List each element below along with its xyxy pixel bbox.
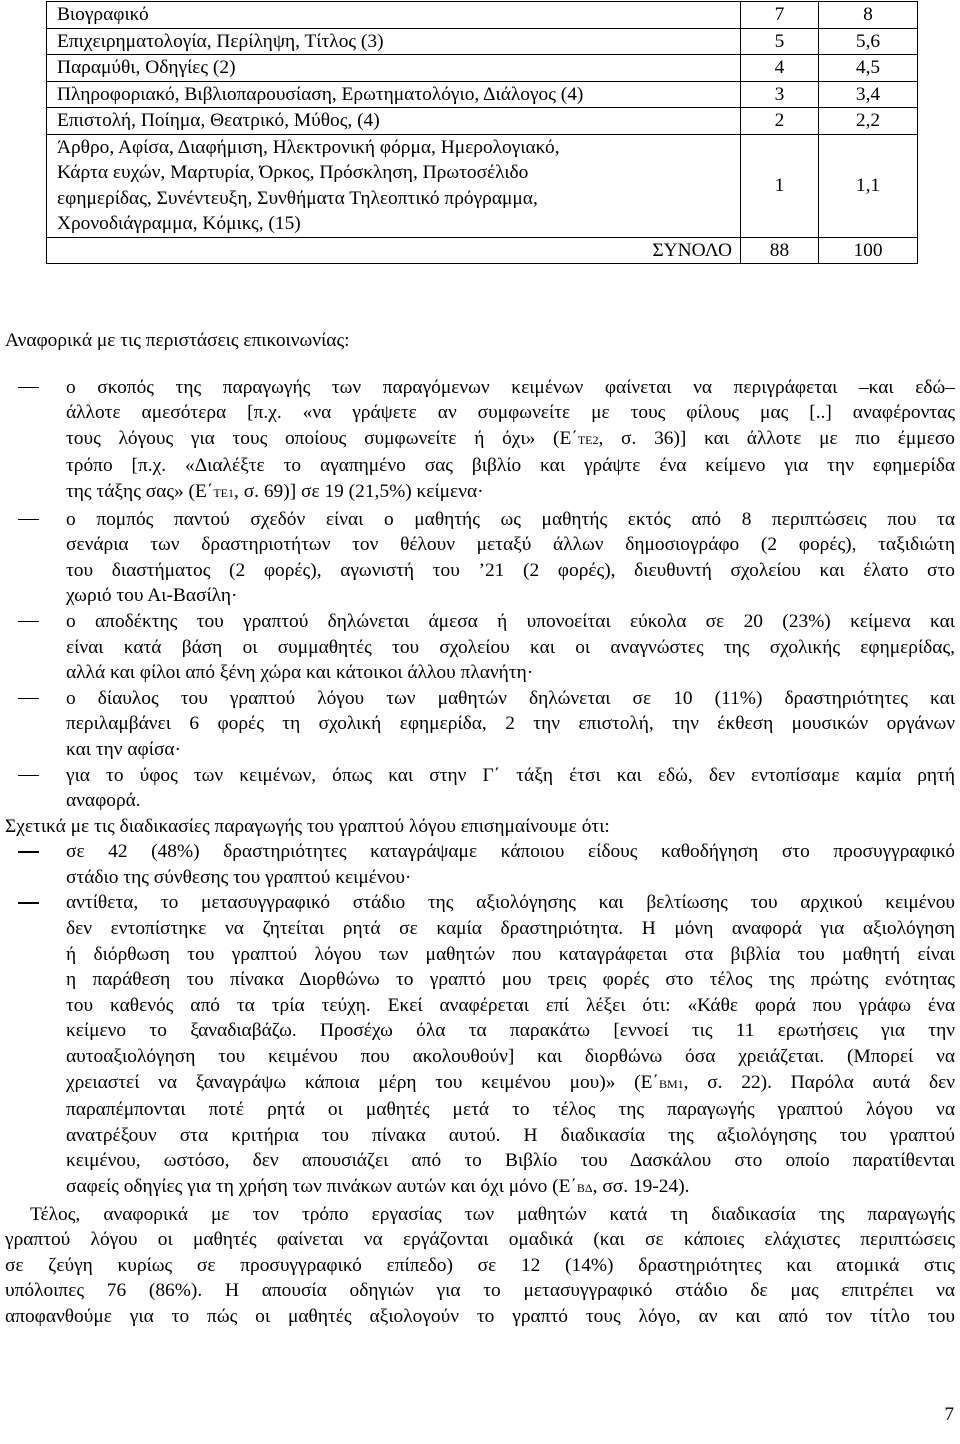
table-cell-genre: Πληροφοριακό, Βιβλιοπαρουσίαση, Ερωτηματολόγιο, Διάλογος (4) [47,81,741,108]
text-line: ο πομπός παντού σχεδόν είναι ο μαθητής ως μαθητής εκτός από 8 περιπτώσεις που τα [66,508,955,530]
table-cell-count: 4 [741,55,819,82]
text-span: τους λόγους για τους οποίους συμφωνείτε ή όχι» (Ε΄ [66,427,578,449]
text-line: δεν εντοπίστηκε να ζητείται ρητά σε καμία δραστηριότητα. Η μόνη αναφορά για αξιολόγηση [66,918,955,940]
page-number: 7 [944,1404,954,1425]
text-span: , σ. 22). Παρόλα αυτά δεν [683,1071,955,1093]
text-line: αλλά και φίλοι από ξένη χώρα και κάτοικοι άλλου πλανήτη· [66,662,534,684]
table-total-percent: 100 [819,237,918,264]
dash-bullet-icon [18,387,39,389]
text-line: αποφανθούμε για το πώς οι μαθητές αξιολογούν το γραπτό τους λόγο, αν και από τον τίτλο του [5,1305,955,1327]
text-span: χρειαστεί να ξαναγράψω κάποια μέρη του κειμένου μου)» (Ε΄ [66,1071,659,1093]
text-line [66,426,955,454]
table-cell-percent: 3,4 [819,81,918,108]
text-line: ή διόρθωση του γραπτού λόγου των μαθητών που καταγράφεται στα βιβλία του μαθητή είναι [66,943,955,965]
text-line: για το ύφος των κειμένων, όπως και στην Γ΄ τάξη έτσι και εδώ, δεν εντοπίσαμε καμία ρητή [66,764,955,786]
text-subscript: ΒΜ1 [658,1076,684,1091]
text-line: Τέλος, αναφορικά με τον τρόπο εργασίας των μαθητών κατά τη διαδικασία της παραγωγής [30,1203,955,1225]
table-cell-percent: 8 [819,2,918,29]
table-row [47,81,918,108]
list-item [5,375,955,507]
table-row [47,2,918,29]
genre-line: Άρθρο, Αφίσα, Διαφήμιση, Ηλεκτρονική φόρμα, Ημερολογιακό, [57,136,560,158]
text-span: , σ. 69)] σε 19 (21,5%) κείμενα· [234,480,484,502]
table-cell-percent: 1,1 [819,134,918,237]
table-cell-count: 3 [741,81,819,108]
list-item [5,839,955,890]
table-row [47,108,918,135]
text-subscript: ΒΔ [576,1181,593,1195]
text-line: σενάρια των δραστηριοτήτων τον θέλουν μεταξύ άλλων δημοσιογράφο (2 φορές), ταξιδιώτη [66,534,955,556]
text-line: άλλοτε αμεσότερα [π.χ. «να γράψετε αν συμφωνείτε με τους φίλους μας [..] αναφέροντας [66,402,955,424]
genre-line: Χρονοδιάγραμμα, Κόμικς, (15) [57,213,301,235]
text-line: σε ζεύγη κυρίως σε προσυγγραφικό επίπεδο) σε 12 (14%) δραστηριότητες και ατομικά στις [5,1254,955,1276]
text-line: τρόπο [π.χ. «Διαλέξτε το αγαπημένο σας βιβλίο και γράψτε ένα κείμενο για την εφημερίδα [66,455,955,477]
table-cell-genre: Επιστολή, Ποίημα, Θεατρικό, Μύθος, (4) [47,108,741,135]
dash-bullet-icon [18,775,39,777]
text-line: η παράθεση του πίνακα Διορθώνω το γραπτό μου τρεις φορές στο τέλος της πρώτης ενότητας [66,969,955,991]
text-line: στάδιο της σύνθεσης του γραπτού κειμένου· [66,866,412,888]
text-line: γραπτού λόγου οι μαθητές φαίνεται να εργάζονται ομαδικά (και σε κάποιες ελάχιστες περιπτώσεις [5,1229,955,1251]
text-line: του καθενός από τα τρία τεύχη. Εκεί αναφέρεται επί λέξει ότι: «Κάθε φορά που γράφω ένα [66,994,955,1016]
text-span: , σ. 36)] και άλλοτε με πιο έμμεσο [598,427,955,449]
text-line: του διαστήματος (2 φορές), αγωνιστή του ’21 (2 φορές), διευθυντή σχολείου και έλατο στο [66,559,955,581]
table-total-label: ΣΥΝΟΛΟ [47,237,741,264]
table-cell-genre: Βιογραφικό [47,2,741,29]
table-total-count: 88 [741,237,819,264]
text-line: περιλαμβάνει 6 φορές τη σχολική εφημερίδα, 2 την επιστολή, την έκθεση μουσικών οργάνων [66,713,955,735]
text-line: χωριό του Αι-Βασίλη· [66,585,238,607]
list-item [5,763,955,814]
table-cell-count: 5 [741,28,819,55]
list-item [5,686,955,763]
text-line [66,479,955,507]
table-cell-genre [47,134,741,237]
text-line: αυτοαξιολόγηση του κειμένου που ακολουθούν] και διορθώνω όσα χρειάζεται. (Μπορεί να [66,1046,955,1068]
text-span: , σσ. 19-24). [592,1176,690,1197]
text-line [66,1174,955,1202]
table-cell-percent: 5,6 [819,28,918,55]
genre-line: εφημερίδας, Συνέντευξη, Συνθήματα Τηλεοπτικό πρόγραμμα, [57,187,538,209]
table-row-total [47,237,918,264]
text-line: ανατρέξουν στα κριτήρια του πίνακα αυτού. Η διαδικασία της αξιολόγησης του γραπτού [66,1124,955,1146]
text-line: και την αφίσα· [66,738,182,760]
dash-bullet-icon [18,698,39,700]
text-line: σε 42 (48%) δραστηριότητες καταγράψαμε κάποιου είδους καθοδήγηση στο προσυγγραφικό [66,841,955,863]
table-cell-genre: Παραμύθι, Οδηγίες (2) [47,55,741,82]
text-line: ο σκοπός της παραγωγής των παραγόμενων κειμένων φαίνεται να περιγράφεται –και εδώ– [66,376,955,398]
text-line [66,1070,955,1098]
table-cell-count: 7 [741,2,819,29]
genre-line: Κάρτα ευχών, Μαρτυρία, Όρκος, Πρόσκληση, Πρωτοσέλιδο [57,162,529,184]
final-paragraph [5,1202,955,1330]
text-line: υπόλοιπες 76 (86%). Η απουσία οδηγιών για το μετασυγγραφικό στάδιο δε μας επιτρέπει να [5,1280,955,1302]
text-line: ο δίαυλος του γραπτού λόγου των μαθητών δηλώνεται σε 10 (11%) δραστηριότητες και [66,687,955,709]
list-item [5,890,955,1201]
intro2-heading: Σχετικά με τις διαδικασίες παραγωγής του γραπτού λόγου επισημαίνουμε ότι: [5,815,610,837]
dash-bullet-icon [18,621,39,623]
text-subscript: ΤΕ1 [213,485,234,500]
table-row-multi [47,134,918,237]
dash-bullet-icon [18,519,39,521]
text-line: ο αποδέκτης του γραπτού δηλώνεται άμεσα ή υπονοείται εύκολα σε 20 (23%) κείμενα και [66,610,955,632]
text-line: κείμενο το ξαναδιαβάζω. Προσέχω όλα τα παρακάτω [εννοεί τις 11 ερωτήσεις για την [66,1020,955,1042]
text-line: κειμένου, ωστόσο, δεν απουσιάζει από το Βιβλίο του Δασκάλου στο οποίο παρατίθενται [66,1150,955,1172]
dash-bullet-icon [18,902,39,904]
text-span: σαφείς οδηγίες για τη χρήση των πινάκων αυτών και όχι μόνο (Ε΄ [66,1176,577,1197]
list-item [5,609,955,686]
table-cell-count: 2 [741,108,819,135]
text-line: αντίθετα, το μετασυγγραφικό στάδιο της αξιολόγησης και βελτίωσης του αρχικού κειμένου [66,892,955,914]
table-cell-percent: 2,2 [819,108,918,135]
dash-bullet-icon [18,851,39,853]
table-cell-percent: 4,5 [819,55,918,82]
text-subscript: ΤΕ2 [577,432,599,447]
text-line: είναι κατά βάση οι συμμαθητές του σχολείου και οι αναγνώστες της σχολικής εφημερίδας, [66,636,955,658]
table-row [47,55,918,82]
genre-table [46,1,918,264]
text-line: παραπέμπονται ποτέ ρητά οι μαθητές μετά το τέλος της παραγωγής γραπτού λόγου να [66,1099,955,1121]
text-line: αναφορά. [66,790,141,812]
table-row [47,28,918,55]
table-cell-genre: Επιχειρηματολογία, Περίληψη, Τίτλος (3) [47,28,741,55]
body-text [5,328,955,1330]
intro-heading: Αναφορικά με τις περιστάσεις επικοινωνίας: [5,330,350,351]
text-span: της τάξης σας» (Ε΄ [66,480,214,502]
list-item [5,507,955,609]
table-cell-count: 1 [741,134,819,237]
